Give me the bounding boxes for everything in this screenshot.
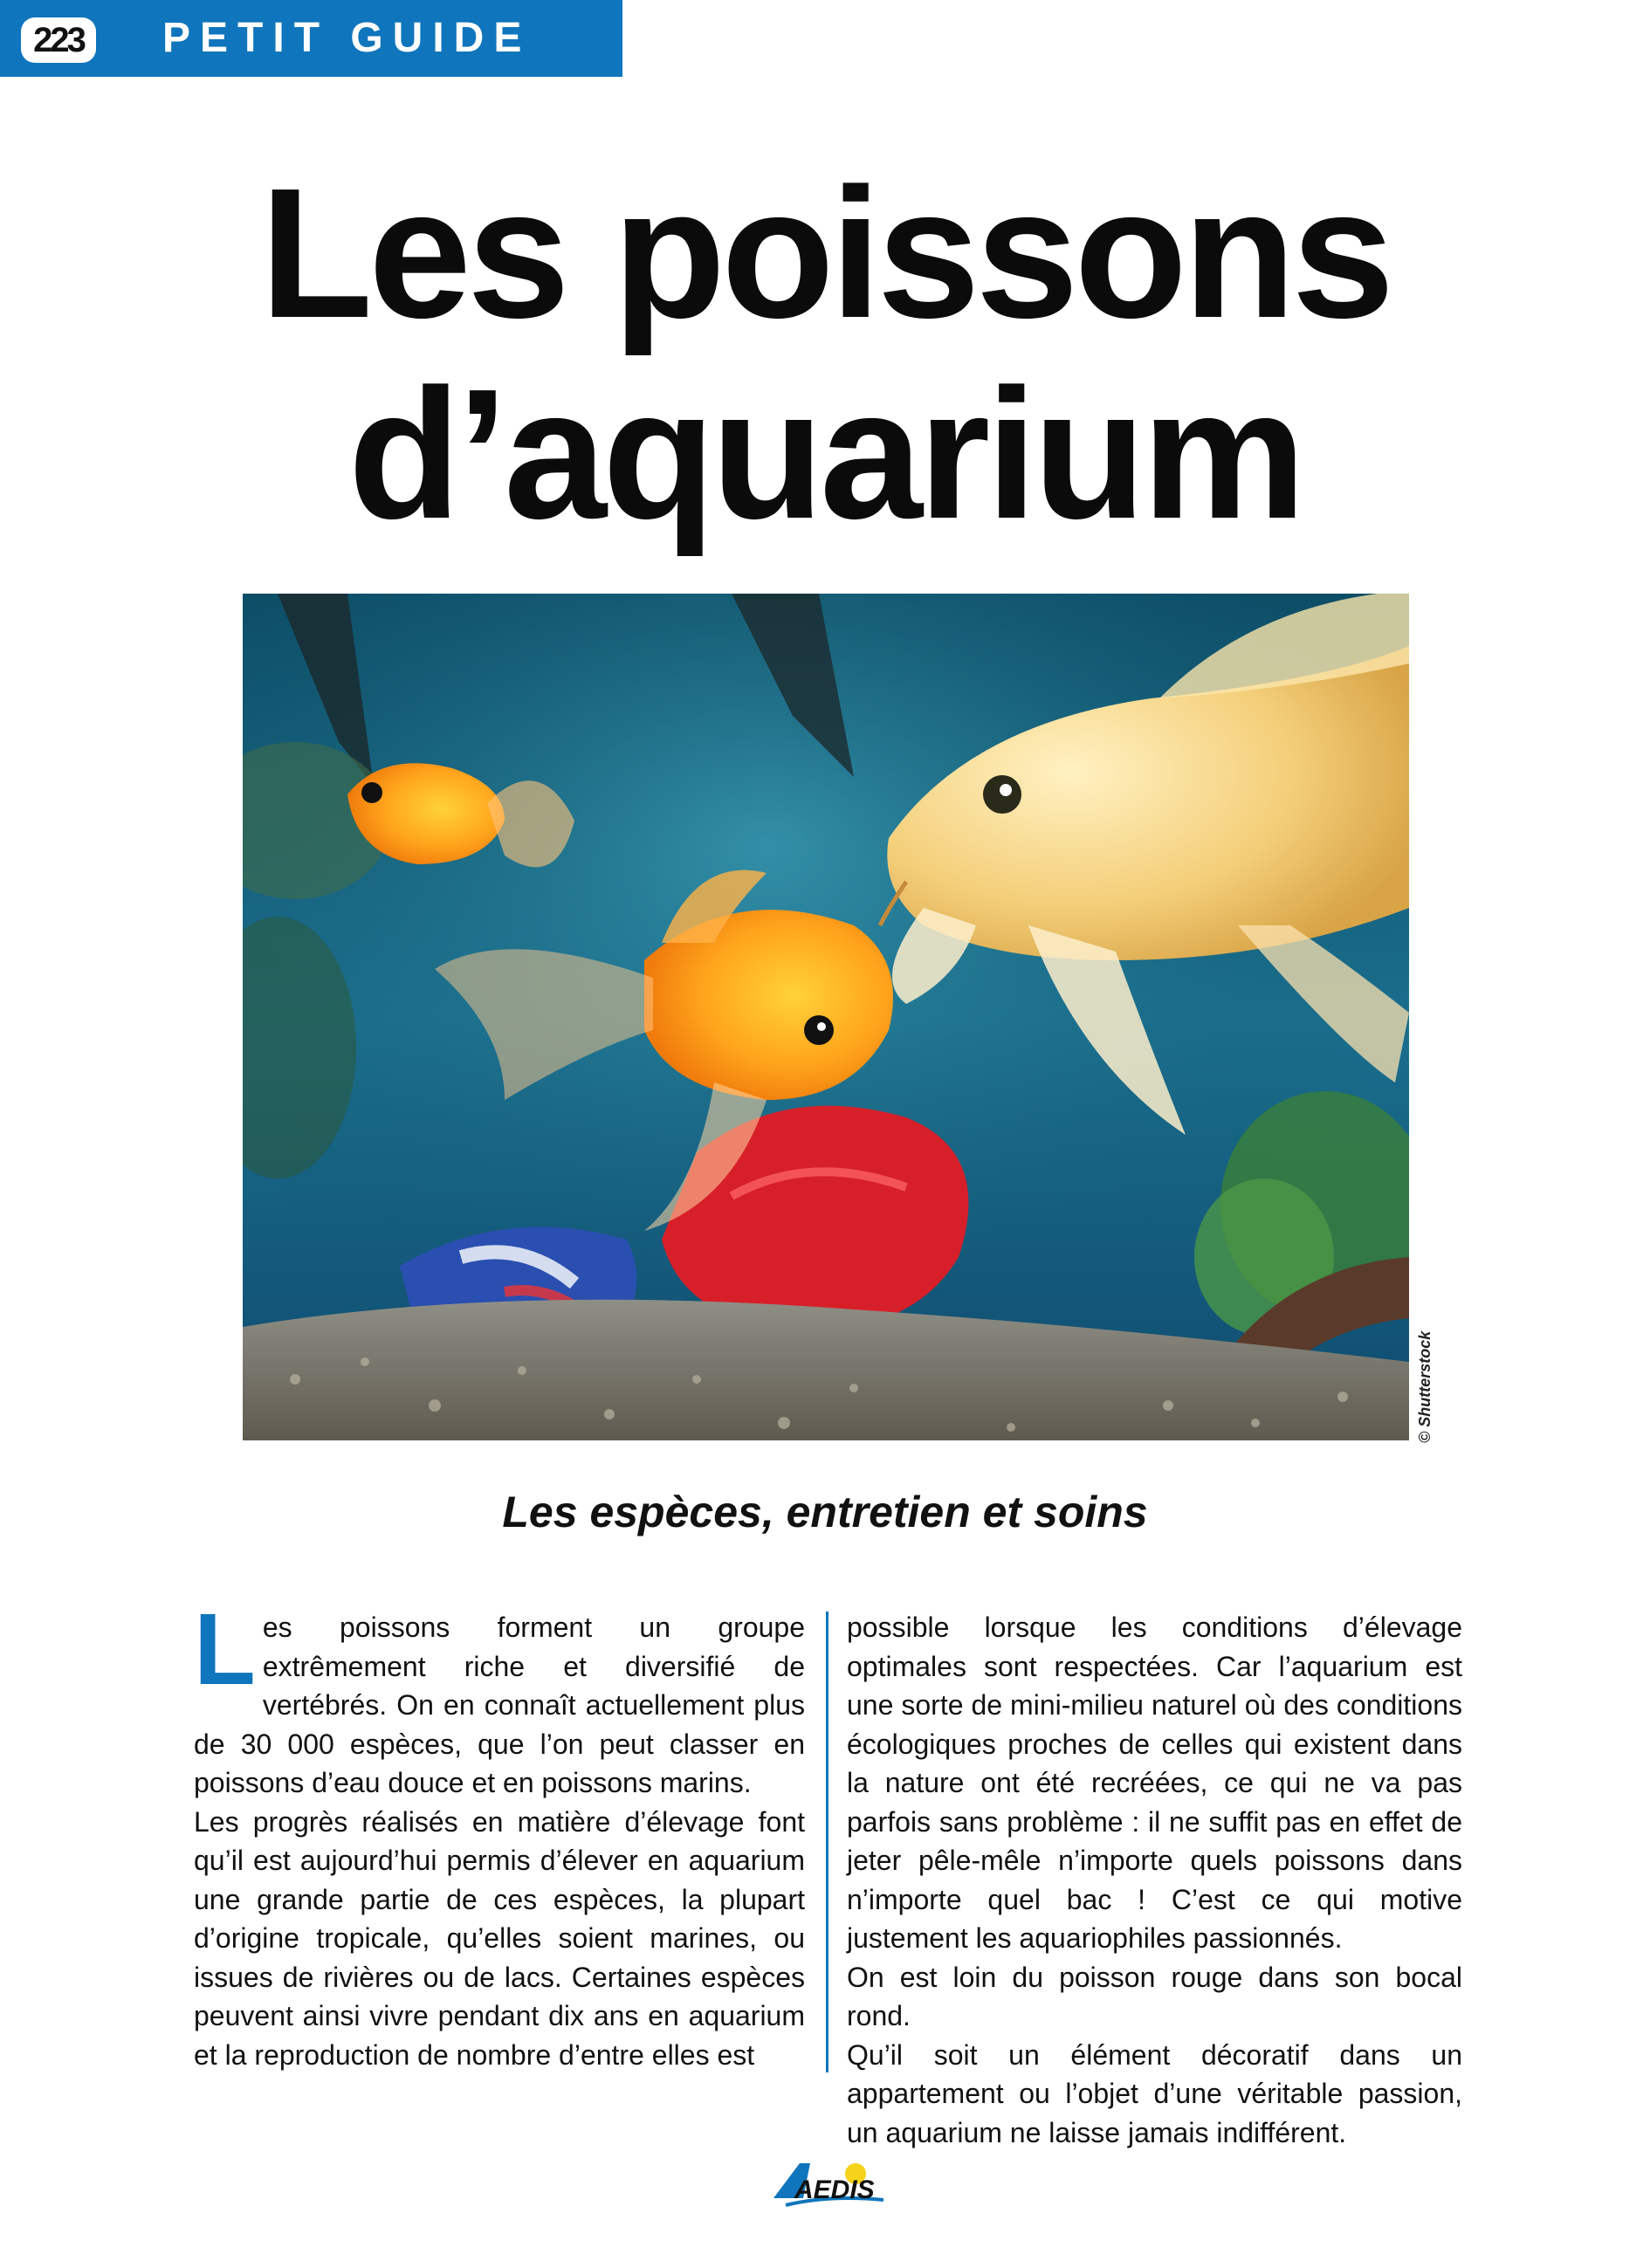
publisher-logo [768,2156,890,2217]
paragraph-continued: possible lorsque les conditions d’élevage optimales sont respectées. Car l’aquarium est une sorte de mini-milieu naturel où des conditions écologiques proches de celles qui existent dans la nature ont été recréées, ce qui ne va pas parfois sans problème : il ne suffit pas en effet de jeter pêle-mêle n’importe quels poissons dans n’importe quel bac ! C’est ce qui motive justement les aquariophiles passionnés. [847,1612,1462,1954]
column-divider [826,1612,828,2072]
paragraph-progress: Les progrès réalisés en matière d’élevage font qu’il est aujourd’hui permis d’élever en aquarium une grande partie de ces espèces, la plupart d’origine tropicale, qu’elles soient marines, ou issues de rivières ou de lacs. Certaines espèces peuvent ainsi vivre pendant dix ans en aquarium et la reproduction de nombre d’entre elles est [194,1805,805,2071]
photo-credit: © Shutterstock [1416,1330,1433,1443]
series-banner [0,0,622,77]
paragraph-intro [194,1592,805,1803]
body-column-left [194,1592,805,2074]
publisher-logo-text: AEDIS [794,2175,875,2204]
paragraph-bocal: On est loin du poisson rouge dans son bocal rond. [847,1961,1462,2031]
page-title-line-1: Les poissons [259,149,1391,356]
body-column-right [847,1608,1462,2152]
subtitle: Les espèces, entretien et soins [502,1488,1148,1536]
page-title-line-2: d’aquarium [347,350,1303,557]
cover-photo [243,594,1409,1440]
series-name: PETIT GUIDE [162,15,532,61]
paragraph-conclusion: Qu’il soit un élément décoratif dans un appartement ou l’objet d’une véritable passion, un aquarium ne laisse jamais indifférent. [847,2038,1462,2148]
paragraph-intro-text: es poissons forment un groupe extrêmement riche et diversifié de vertébrés. On en connaît actuellement plus de 30 000 espèces, que l’on peut classer en poissons d’eau douce et en poissons marins. [194,1612,805,1798]
drop-cap: L [194,1592,256,1706]
issue-number: 223 [21,17,96,63]
